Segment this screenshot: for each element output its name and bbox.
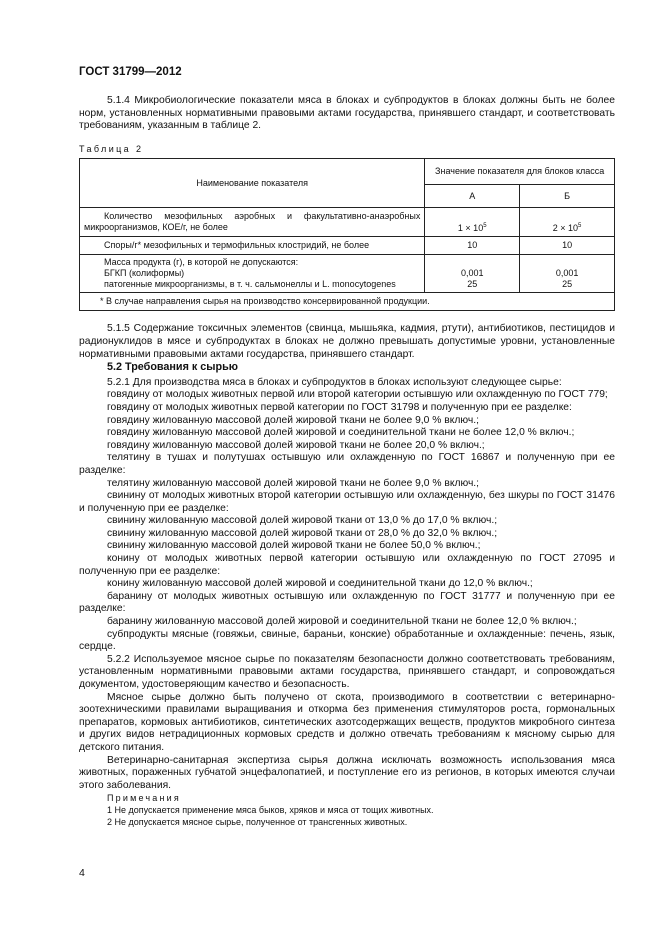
header-indicator-name: Наименование показателя [80, 159, 425, 208]
list-item: говядину от молодых животных первой категории по ГОСТ 31798 и полученную при ее разделке: [107, 401, 572, 413]
row-1-b-base: 2 × 10 [552, 223, 579, 234]
row-3-name-line: БГКП (колиформы) [104, 268, 185, 279]
list-item: свинину жилованную массовой долей жировой ткани не более 50,0 % включ.; [107, 540, 481, 552]
row-3-class-a [425, 255, 520, 293]
row-3-name-line: Масса продукта (г), в которой не допускаются: [104, 257, 299, 268]
paragraph-5-1-4: 5.1.4 Микробиологические показатели мяса в блоках и субпродуктов в блоках должны быть не более норм, установленных нормативными правовыми актами государства, принявшего стандарт, и соответствовать требованиям, указанным в таблице 2. [79, 95, 615, 132]
note-item: 2 Не допускается мясное сырье, полученное от трансгенных животных. [107, 816, 408, 827]
list-5-2-1 [79, 377, 615, 654]
list-item: свинину от молодых животных второй категории остывшую или охлажденную, без шкуры по ГОСТ 31476 и полученную при ее разделке: [79, 490, 615, 514]
list-item: 5.2.1 Для производства мяса в блоках и субпродуктов в блоках используют следующее сырье: [107, 376, 562, 388]
row-1-class-a [425, 208, 520, 237]
row-1-a-exp: 5 [483, 223, 487, 230]
row-2-name: Споры/г* мезофильных и термофильных клостридий, не более [80, 237, 425, 255]
row-3-name [80, 255, 425, 293]
list-item: говядину от молодых животных первой или второй категории остывшую или охлажденную по ГОСТ 779; [107, 389, 608, 401]
paragraph-5-2-2: 5.2.2 Используемое мясное сырье по показателям безопасности должно соответствовать требованиям, установленным нормативными правовыми актами государства, принявшего стандарт, и сопровождаться документом, удостоверяющим качество и безопасность. [79, 653, 615, 690]
header-value-group: Значение показателя для блоков класса [425, 159, 615, 185]
paragraph-vet-requirements: Мясное сырье должно быть получено от скота, производимого в соответствии с ветеринарно-зоотехническими правилами выращивания и откорма без применения стимуляторов роста, гормональных препаратов, кормовых антибиотиков, синтетических азотсодержащих веществ, продуктов микробного синтеза и других видов нетрадиционных кормовых средств и должно отвечать требованиям к мясному сырью для детского питания. [79, 691, 615, 753]
table-caption: Таблица 2 [79, 143, 144, 154]
list-item: баранину от молодых животных остывшую или охлажденную по ГОСТ 31777 и полученную при ее разделке: [79, 590, 615, 615]
header-class-a: А [425, 184, 520, 207]
row-3-a-value: 25 [467, 279, 478, 290]
table-2 [79, 158, 615, 311]
table-header-row [80, 159, 615, 185]
list-item: телятину в тушах и полутушах остывшую или охлажденную по ГОСТ 16867 и полученную при ее разделке: [79, 452, 615, 476]
notes-title: Примечания [107, 793, 181, 804]
row-3-name-line: патогенные микроорганизмы, в т. ч. сальмонеллы и L. monocytogenes [104, 279, 396, 290]
row-1-a-base: 1 × 10 [457, 223, 484, 234]
row-2-class-a: 10 [425, 237, 520, 255]
table-row [80, 208, 615, 237]
list-item: баранину жилованную массовой долей жировой и соединительной ткани не более 12,0 % включ.; [107, 616, 577, 628]
document-header: ГОСТ 31799—2012 [79, 66, 182, 78]
paragraph-5-1-5: 5.1.5 Содержание токсичных элементов (свинца, мышьяка, кадмия, ртути), антибиотиков, пестицидов и радионуклидов в мясе и субпродуктах в блоках не должно превышать допустимые уровни, установленные нормативными правовыми актами государства, принявшего стандарт. [79, 323, 615, 360]
header-class-b: Б [520, 184, 615, 207]
list-item: конину от молодых животных первой категории остывшую или охлажденную по ГОСТ 27095 и полученную при ее разделке: [79, 553, 615, 577]
list-item: конину жилованную массовой долей жировой и соединительной ткани до 12,0 % включ.; [107, 578, 533, 590]
list-item: говядину жилованную массовой долей жировой ткани не более 9,0 % включ.; [107, 414, 479, 426]
table-footnote-row [80, 293, 615, 311]
list-item: субпродукты мясные (говяжьи, свиные, бараньи, конские) обработанные и охлажденные: печень, язык, сердце. [79, 628, 615, 653]
row-2-class-b: 10 [520, 237, 615, 255]
table-row [80, 255, 615, 293]
table-row [80, 237, 615, 255]
row-1-class-b [520, 208, 615, 237]
list-item: свинину жилованную массовой долей жировой ткани от 28,0 % до 32,0 % включ.; [107, 527, 498, 539]
list-item: говядину жилованную массовой долей жировой и соединительной ткани не более 12,0 % включ.; [107, 427, 575, 439]
row-3-b-value: 0,001 [555, 268, 579, 279]
note-item: 1 Не допускается применение мяса быков, хряков и мяса от тощих животных. [107, 804, 434, 815]
list-item: свинину жилованную массовой долей жировой ткани от 13,0 % до 17,0 % включ.; [107, 515, 498, 527]
row-3-class-b [520, 255, 615, 293]
list-item: телятину жилованную массовой долей жировой ткани не более 9,0 % включ.; [107, 477, 480, 489]
row-1-b-exp: 5 [578, 223, 582, 230]
row-3-b-value: 25 [562, 279, 573, 290]
section-heading-5-2: 5.2 Требования к сырью [107, 361, 238, 374]
table-footnote: * В случае направления сырья на производство консервированной продукции. [80, 293, 615, 311]
paragraph-vet-expertise: Ветеринарно-санитарная экспертиза сырья должна исключать возможность использования мяса животных, пораженных губчатой энцефалопатией, и поступление его из регионов, в которых имеются случаи этого заболевания. [79, 754, 615, 791]
row-3-a-value: 0,001 [460, 268, 484, 279]
document-body [79, 95, 615, 828]
row-1-name: Количество мезофильных аэробных и факультативно-анаэробных микроорганизмов, КОЕ/г, не более [80, 208, 425, 237]
list-item: говядину жилованную массовой долей жировой ткани не более 20,0 % включ.; [107, 439, 485, 451]
page-number: 4 [79, 867, 85, 879]
